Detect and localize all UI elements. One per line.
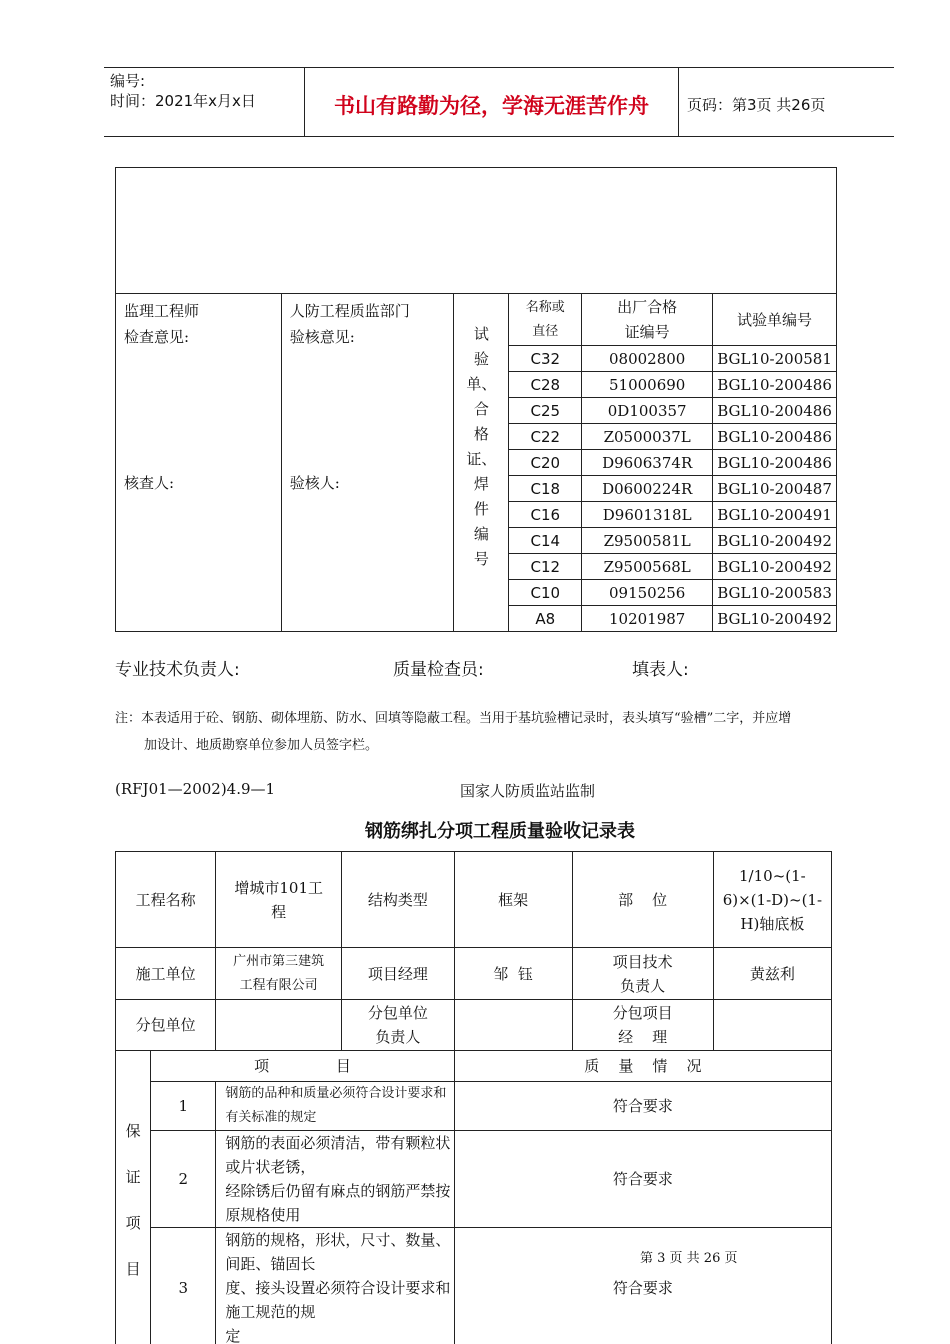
quality-header: 质 量 情 况 <box>454 1051 831 1082</box>
note-line: 注：本表适用于砼、钢筋、砌体埋筋、防水、回填等隐蔽工程。当用于基坑验槽记录时，表头填写“验槽”二字，并应增 <box>115 711 792 726</box>
page-footer: 第 3 页 共 26 页 <box>640 1251 738 1266</box>
vertical-char: 单、 <box>466 375 497 393</box>
text-line: 度、接头设置必须符合设计要求和施工规范的规 <box>225 1279 451 1321</box>
contractor-value <box>216 948 342 1000</box>
item-number: 1 <box>151 1082 216 1131</box>
row-diameter: C22 <box>509 424 582 450</box>
supervisor-opinion-label: 检查意见: <box>124 328 190 346</box>
note-line: 加设计、地质勘察单位参加人员签字栏。 <box>144 738 379 753</box>
vertical-char: 件 <box>473 500 489 518</box>
text-line: 钢筋的规格，形状，尺寸、数量、间距、锚固长 <box>225 1231 451 1273</box>
vertical-label-cell <box>454 294 509 632</box>
part-value <box>713 852 831 948</box>
sub-pm-value <box>713 1000 831 1051</box>
value-line: 广州市第三建筑 <box>233 953 325 969</box>
row-cert: 0D100357 <box>582 398 713 424</box>
row-cert: 09150256 <box>582 580 713 606</box>
row-cert: Z0500037L <box>582 424 713 450</box>
row-cert: D0600224R <box>582 476 713 502</box>
vertical-char: 项 <box>125 1213 141 1232</box>
pm-label: 项目经理 <box>342 948 455 1000</box>
form-code: (RFJ01—2002)4.9—1 <box>115 780 276 798</box>
civil-defense-cell <box>281 294 454 632</box>
row-test: BGL10-200487 <box>713 476 837 502</box>
vertical-char: 目 <box>125 1259 141 1278</box>
value-line: 1/10~(1- <box>739 866 806 885</box>
supervisor-title: 监理工程师 <box>124 302 200 320</box>
value-line: 分包项目 <box>612 1004 673 1022</box>
row-test: BGL10-200486 <box>713 372 837 398</box>
vertical-char: 证 <box>125 1167 141 1186</box>
value-line: 程 <box>271 902 287 921</box>
value-line: 工程有限公司 <box>239 977 318 993</box>
col-header-diameter <box>509 294 582 346</box>
row-cert: 51000690 <box>582 372 713 398</box>
row-diameter: C32 <box>509 346 582 372</box>
row-test: BGL10-200581 <box>713 346 837 372</box>
header-divider <box>678 67 679 136</box>
vertical-char: 号 <box>473 550 489 568</box>
row-test: BGL10-200486 <box>713 450 837 476</box>
row-diameter: C10 <box>509 580 582 606</box>
col-header-line: 直径 <box>532 323 559 339</box>
civil-defense-opinion-label: 验核意见: <box>289 328 355 346</box>
quality-inspector-label: 质量检查员: <box>393 660 484 680</box>
row-test: BGL10-200492 <box>713 528 837 554</box>
structure-label: 结构类型 <box>342 852 455 948</box>
text-line: 定 <box>225 1327 241 1344</box>
contractor-label: 施工单位 <box>116 948 216 1000</box>
row-diameter: C20 <box>509 450 582 476</box>
guarantee-item-label <box>116 1051 151 1344</box>
value-line: H)轴底板 <box>740 914 805 933</box>
acceptance-record-table <box>115 851 832 1344</box>
sub-head-value <box>454 1000 572 1051</box>
checker-label: 核查人: <box>124 474 175 492</box>
usage-note <box>115 705 885 759</box>
value-line: 负责人 <box>375 1028 421 1046</box>
tech-lead-label: 专业技术负责人: <box>115 660 240 680</box>
organization-label: 国家人防质监站监制 <box>460 782 596 800</box>
vertical-char: 合 <box>473 400 489 418</box>
row-diameter: C18 <box>509 476 582 502</box>
item-result: 符合要求 <box>454 1131 831 1228</box>
col-header-cert <box>582 294 713 346</box>
subcontractor-value <box>216 1000 342 1051</box>
tech-lead-value: 黄兹利 <box>713 948 831 1000</box>
header-bottom-rule <box>104 136 894 137</box>
col-header-line: 证编号 <box>624 322 670 341</box>
item-text: 钢筋的品种和质量必须符合设计要求和有关标准的规定 <box>216 1082 454 1131</box>
row-test: BGL10-200486 <box>713 424 837 450</box>
vertical-char: 验 <box>473 350 489 368</box>
sub-pm-label <box>572 1000 713 1051</box>
row-diameter: A8 <box>509 606 582 632</box>
row-diameter: C16 <box>509 502 582 528</box>
row-test: BGL10-200492 <box>713 554 837 580</box>
subcontractor-label: 分包单位 <box>116 1000 216 1051</box>
row-test: BGL10-200492 <box>713 606 837 632</box>
item-text <box>216 1228 454 1344</box>
vertical-char: 焊 <box>473 475 489 493</box>
row-test: BGL10-200491 <box>713 502 837 528</box>
vertical-char: 保 <box>125 1121 141 1140</box>
item-result: 符合要求 <box>454 1228 831 1344</box>
header-slogan: 书山有路勤为径，学海无涯苦作舟 <box>334 94 649 118</box>
pm-value: 邹 钰 <box>454 948 572 1000</box>
text-line: 经除锈后仍留有麻点的钢筋严禁按原规格使用 <box>225 1182 451 1224</box>
row-cert: D9606374R <box>582 450 713 476</box>
inspection-table <box>115 167 837 632</box>
row-cert: 10201987 <box>582 606 713 632</box>
row-test: BGL10-200583 <box>713 580 837 606</box>
vertical-char: 试 <box>473 325 489 343</box>
part-label: 部 位 <box>572 852 713 948</box>
value-line: 分包单位 <box>367 1004 428 1022</box>
row-cert: Z9500581L <box>582 528 713 554</box>
value-line: 经 理 <box>618 1028 668 1046</box>
value-line: 项目技术 <box>612 952 673 971</box>
verifier-label: 验核人: <box>289 474 340 492</box>
value-line: 6)×(1-D)~(1- <box>722 890 823 909</box>
civil-defense-title: 人防工程质监部门 <box>289 302 410 320</box>
item-number: 2 <box>151 1131 216 1228</box>
col-header-line: 名称或 <box>525 299 565 315</box>
col-header-line: 出厂合格 <box>617 297 678 316</box>
value-line: 增城市101工 <box>234 878 323 897</box>
vertical-char: 编 <box>473 525 489 543</box>
item-header: 项 目 <box>151 1051 455 1082</box>
row-test: BGL10-200486 <box>713 398 837 424</box>
col-header-test: 试验单编号 <box>713 294 837 346</box>
item-number: 3 <box>151 1228 216 1344</box>
value-line: 负责人 <box>620 976 666 995</box>
row-diameter: C28 <box>509 372 582 398</box>
filler-label: 填表人: <box>632 660 689 680</box>
item-text <box>216 1131 454 1228</box>
row-cert: 08002800 <box>582 346 713 372</box>
tech-lead-head <box>572 948 713 1000</box>
item-result: 符合要求 <box>454 1082 831 1131</box>
form-title: 钢筋绑扎分项工程质量验收记录表 <box>365 821 635 842</box>
sub-head-label <box>342 1000 455 1051</box>
structure-value: 框架 <box>454 852 572 948</box>
row-diameter: C25 <box>509 398 582 424</box>
row-cert: Z9500568L <box>582 554 713 580</box>
doc-time-label: 时间：2021年x月x日 <box>110 92 256 110</box>
vertical-char: 证、 <box>466 450 497 468</box>
project-name-label: 工程名称 <box>116 852 216 948</box>
row-cert: D9601318L <box>582 502 713 528</box>
supervisor-cell <box>116 294 282 632</box>
row-diameter: C14 <box>509 528 582 554</box>
header-top-rule <box>104 67 894 68</box>
project-name-value <box>216 852 342 948</box>
doc-number-label: 编号: <box>110 72 146 90</box>
header-page-label: 页码：第3页 共26页 <box>687 96 826 114</box>
row-diameter: C12 <box>509 554 582 580</box>
vertical-char: 格 <box>473 425 489 443</box>
blank-area <box>116 168 837 294</box>
text-line: 钢筋的表面必须清洁，带有颗粒状或片状老锈， <box>225 1134 451 1176</box>
